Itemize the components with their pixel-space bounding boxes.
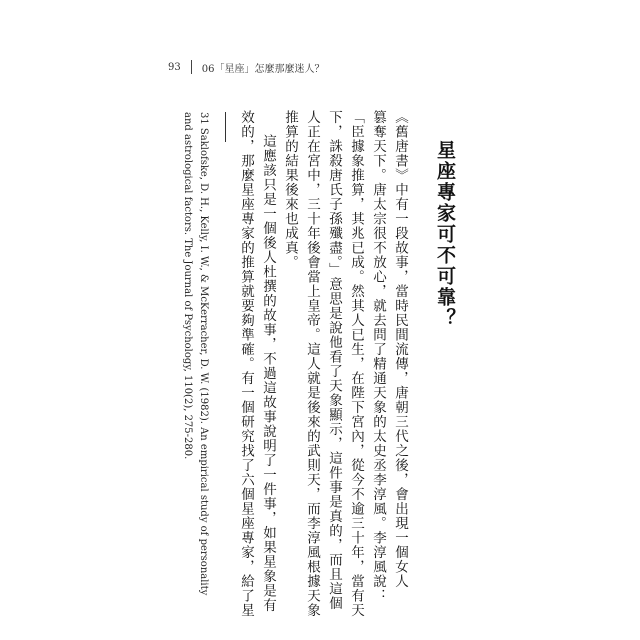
body-line-2: 篡奪天下。唐太宗很不放心，就去問了精通天象的太史丞李淳風。李淳風說： [370,110,386,603]
body-line-5: 人正在宮中，三十年後會當上皇帝。這人就是後來的武則天，而李淳風根據天象 [304,110,320,618]
body-line-3: 「臣據象推算，其兆已成。然其人已生，在陛下宮內，從今不逾三十年，當有天 [348,110,364,618]
footnote-line-2: and astrological factors. The Journal of Psychology, 110(2), 275-280. [182,112,193,460]
footnote-line-1: 31 Saklofske, D. H., Kelly, I. W., & McKerracher, D. W. (1982). An empirical study of personality [198,112,209,596]
body-line-4: 下，誅殺唐氏子孫殲盡。」意思是說他看了天象顯示，這件事是真的，而且這個 [326,110,342,611]
body-line-8: 效的，那麼星座專家的推算就要夠準確。有一個研究找了六個星座專家，給了星 [238,110,254,618]
running-header [168,58,324,76]
section-title: 星座專家可不可靠？ [434,140,456,329]
body-line-7: 這應該只是一個後人杜撰的故事，不過這故事說明了一件事，如果星象是有 [260,134,276,613]
header-divider [191,60,192,74]
chapter-title: 06「星座」怎麼那麼迷人？ [201,63,325,75]
body-line-6: 推算的結果後來也成真。 [282,110,298,270]
page-number: 93 [168,61,181,73]
footnote-rule [225,112,226,142]
body-line-1: 《舊唐書》中有一段故事，當時民間流傳，唐朝三代之後，會出現一個女人 [392,110,408,589]
